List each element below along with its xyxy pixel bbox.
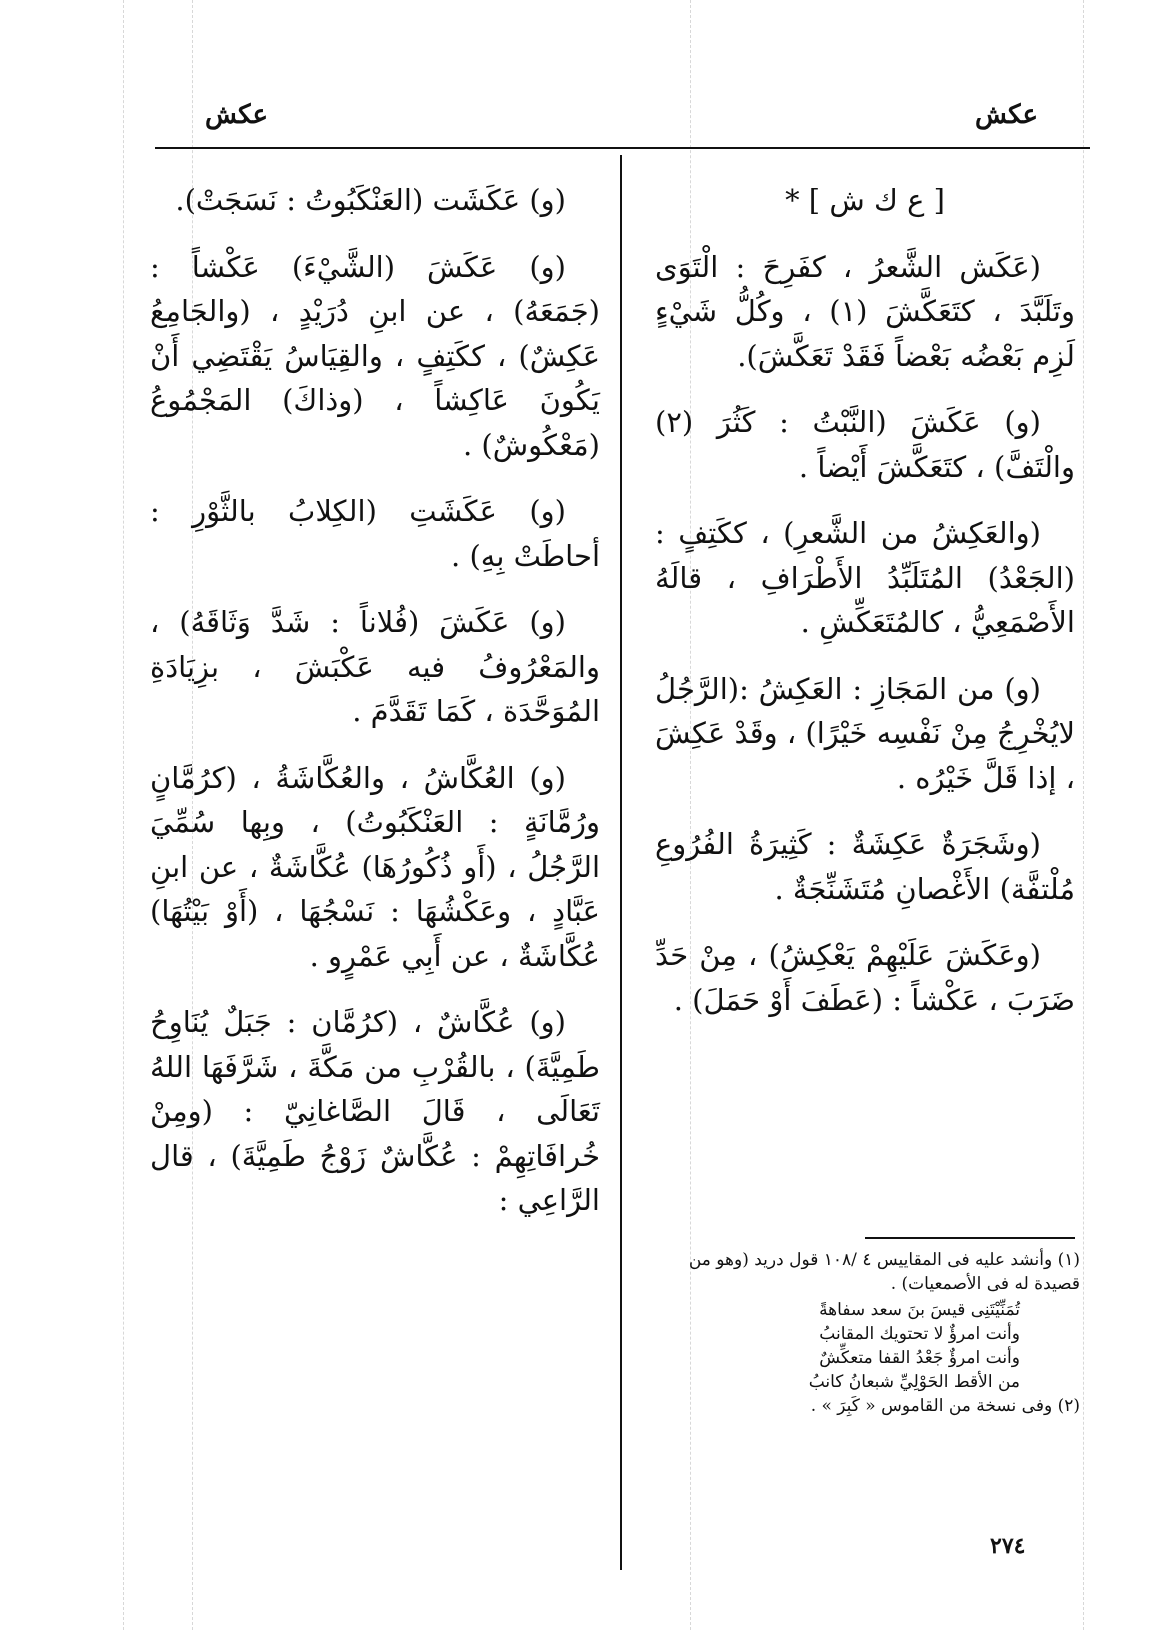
header-rule	[155, 147, 1090, 149]
entry-paragraph: (و) عَكَشَ (النَّبْتُ : كَثُرَ (٢) والْتَفَّ) ، كتَعَكَّشَ أَيْضاً .	[655, 405, 1075, 484]
page-number: ٢٧٤	[990, 1533, 1026, 1559]
entry-paragraph: (و) عَكَشَت (العَنْكَبُوتُ : نَسَجَتْ).	[175, 183, 566, 217]
running-header-right: عكش	[975, 100, 1039, 130]
scan-artifact-line	[123, 0, 124, 1630]
entry-paragraph: (و) من المَجَازِ : العَكِشُ :(الرَّجُلُ لايُخْرِجُ مِنْ نَفْسِه خَيْرًا) ، وقَدْ عَكِشَ ، إذا قَلَّ خَيْرُه .	[655, 671, 1075, 795]
entry-paragraph: (والعَكِشُ من الشَّعرِ) ، ككَتِفٍ : (الجَعْدُ) المُتَلَبِّدُ الأَطْرَافِ ، قالَهُ الأَصْمَعِيُّ ، كالمُتَعَكِّشِ .	[655, 516, 1075, 639]
entry-paragraph: (و) عُكَّاشٌ ، (كرُمَّان : جَبَلٌ يُنَاوِحُ طَمِيَّةَ) ، بالقُرْبِ من مَكَّةَ ، شَرَّفَهَا اللهُ تَعَالَى ، قَالَ الصَّاغانِيّ : (ومِنْ خُرافَاتِهِمْ : عُكَّاشٌ زَوْجُ طَمِيَّةَ) ، قال الرَّاعِي :	[150, 1005, 600, 1217]
scan-artifact-line	[1083, 0, 1084, 1630]
running-header-left: عكش	[205, 100, 269, 130]
entry-paragraph: (و) عَكَشَ (فُلاناً : شَدَّ وَثَاقَهُ) ، والمَعْرُوفُ فيه عَكْبَشَ ، بزِيَادَةِ المُوَحَّدَة ، كَمَا تَقَدَّمَ .	[150, 605, 600, 728]
right-column	[655, 178, 1075, 1044]
poem-verse: وأنت امرؤٌ جَعْدُ القفا متعكِّشٌ	[819, 1348, 1020, 1368]
footnote-rule	[865, 1237, 1075, 1239]
poem-verse: من الأقط الحَوْلِيِّ شبعانُ كانبُ	[808, 1372, 1020, 1392]
footnote-2: (٢) وفى نسخة من القاموس « كَبِرَ » .	[810, 1396, 1080, 1416]
poem-verse: تُمَنِّيْتَنِى قيسَ بنَ سعد سفاهةً	[819, 1300, 1020, 1320]
entry-paragraph: (وشَجَرَةٌ عَكِشَةٌ : كَثِيرَةُ الفُرُوعِ مُلْتفَّة) الأَغْصانِ مُتَشَنِّجَةٌ .	[655, 827, 1075, 906]
entry-paragraph: (و) عَكَشَتِ (الكِلابُ بالثَّوْرِ : أحاطَتْ بِهِ) .	[150, 494, 600, 573]
entry-paragraph: (و) عَكَشَ (الشَّيْءَ) عَكْشاً : (جَمَعَهُ) ، عن ابنِ دُرَيْدٍ ، (والجَامِعُ عَكِشٌ) ، ككَتِفٍ ، والقِيَاسُ يَقْتَضِي أَنْ يَكُونَ عَاكِشاً ، (وذاكَ) المَجْمُوعُ (مَعْكُوشٌ) .	[150, 249, 600, 462]
poem-verse: وأنت امرؤٌ لا تحتويك المقانبُ	[819, 1324, 1020, 1344]
footnotes	[655, 1248, 1080, 1420]
entry-heading: [ ع ك ش ] *	[785, 183, 945, 217]
footnote-1: (١) وأنشد عليه فى المقاييس ٤ /١٠٨ قول دريد (وهو من قصيدة له فى الأصمعيات) .	[688, 1250, 1080, 1294]
left-column	[150, 178, 600, 1245]
entry-paragraph: (عَكَش الشَّعرُ ، كفَرِحَ : الْتَوَى وتَلَبَّدَ ، كتَعَكَّشَ (١) ، وكُلُّ شَيْءٍ لَزِم بَعْضُه بَعْضاً فَقَدْ تَعَكَّشَ).	[655, 249, 1075, 373]
column-divider	[620, 155, 622, 1570]
entry-paragraph: (وعَكَشَ عَلَيْهِمْ يَعْكِشُ) ، مِنْ حَدِّ ضَرَبَ ، عَكْشاً : (عَطَفَ أَوْ حَمَلَ) .	[655, 938, 1075, 1017]
entry-paragraph: (و) العُكَّاشُ ، والعُكَّاشَةُ ، (كرُمَّانٍ ورُمَّانَةٍ : العَنْكَبُوتُ) ، وبِها سُمِّيَ الرَّجُلُ ، (أَو ذُكُورُهَا) عُكَّاشَةٌ ، عن ابنِ عَبَّادٍ ، وعَكْشُهَا : نَسْجُهَا ، (أَوْ بَيْتُهَا) عُكَّاشَةٌ ، عن أَبِي عَمْرٍو .	[150, 760, 600, 973]
